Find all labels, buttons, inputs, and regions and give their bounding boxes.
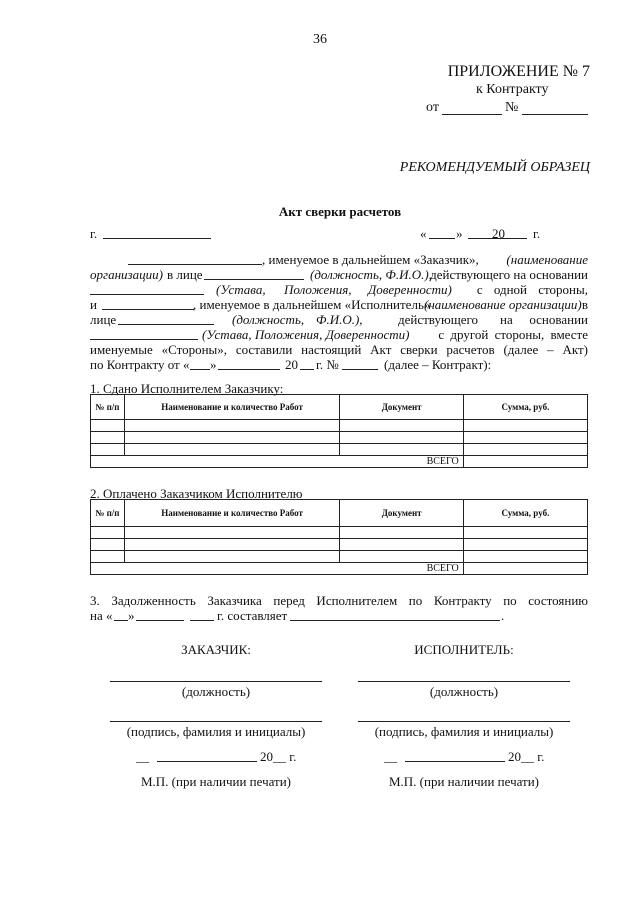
- preamble-position-fio: (должность, Ф.И.О.),: [310, 267, 432, 282]
- header-number: № п/п: [91, 500, 125, 527]
- contract-year-line: [300, 369, 314, 370]
- contractor-date-year: 20__ г.: [508, 749, 545, 764]
- preamble-acting-basis: действующего на основании: [430, 267, 588, 282]
- preamble-parties: именуемые «Стороны», составили настоящий Акт сверки расчетов (далее – Акт): [90, 342, 588, 357]
- total-label: ВСЕГО: [91, 456, 464, 468]
- contractor-sign-line: [358, 721, 570, 722]
- table-header-row: [91, 500, 588, 527]
- appendix-number-label: №: [505, 100, 519, 115]
- customer-rep-line: [204, 279, 304, 280]
- preamble-on: на: [500, 312, 513, 327]
- contractor-stamp: М.П. (при наличии печати): [388, 774, 540, 789]
- preamble-contract-year: 20: [285, 357, 298, 372]
- date-year-prefix: 20: [492, 226, 505, 241]
- header-amount: Сумма, руб.: [463, 395, 587, 420]
- sample-label: РЕКОМЕНДУЕМЫЙ ОБРАЗЕЦ: [399, 160, 590, 175]
- section3-text: 3. Задолженность Заказчика перед Исполнителем по Контракту по состоянию: [90, 593, 588, 608]
- city-line: [103, 238, 211, 239]
- header-number: № п/п: [91, 395, 125, 420]
- table-row: [91, 539, 588, 551]
- contract-date-line: [442, 114, 502, 115]
- preamble-customer-text: , именуемое в дальнейшем «Заказчик»,: [262, 252, 479, 267]
- preamble-in-person: в лице: [167, 267, 203, 282]
- customer-date-day: __: [136, 749, 149, 764]
- section1-heading: 1. Сдано Исполнителем Заказчику:: [90, 381, 284, 396]
- table-row: [91, 420, 588, 432]
- section2-heading: 2. Оплачено Заказчиком Исполнителю: [90, 486, 303, 501]
- preamble-contractor-org-label: (наименование организации): [424, 297, 582, 312]
- preamble-acting: действующего: [398, 312, 478, 327]
- section3-on: на «: [90, 608, 113, 623]
- date-open: «: [420, 226, 427, 241]
- table-row: [91, 432, 588, 444]
- customer-date-line: [157, 761, 257, 762]
- contract-day-line: [190, 369, 210, 370]
- preamble-org-label: (наименование: [506, 252, 588, 267]
- customer-position-line: [110, 681, 322, 682]
- customer-sign-line: [110, 721, 322, 722]
- contractor-date-line: [405, 761, 505, 762]
- appendix-from-label: от: [426, 100, 439, 115]
- preamble-person: лице: [90, 312, 117, 327]
- preamble-contract-ref: (далее – Контракт):: [384, 357, 492, 372]
- city-prefix: г.: [90, 226, 98, 241]
- preamble-fio: Ф.И.О.),: [316, 312, 363, 327]
- contract-month-line: [218, 369, 280, 370]
- act-title: Акт сверки расчетов: [278, 204, 402, 219]
- customer-stamp: М.П. (при наличии печати): [140, 774, 292, 789]
- customer-label: ЗАКАЗЧИК:: [181, 642, 251, 657]
- preamble-charter-2: (Устава, Положения, Доверенности): [202, 327, 410, 342]
- section3-period: .: [501, 608, 505, 623]
- contractor-label: ИСПОЛНИТЕЛЬ:: [414, 642, 514, 657]
- preamble-and: и: [90, 297, 97, 312]
- page-number: 36: [313, 32, 327, 47]
- customer-name-line: [128, 264, 262, 265]
- table-row: [91, 444, 588, 456]
- date-close: »: [456, 226, 463, 241]
- table-total-row: [91, 456, 588, 468]
- preamble-in: в: [581, 297, 588, 312]
- preamble-other-side: с другой стороны, вместе: [438, 327, 588, 342]
- header-amount: Сумма, руб.: [463, 500, 587, 527]
- preamble-contractor-text: , именуемое в дальнейшем «Исполнитель»: [193, 297, 431, 312]
- customer-date-year: 20__ г.: [260, 749, 297, 764]
- preamble-charter: (Устава,: [216, 282, 266, 297]
- section3-amount-text: г. составляет: [217, 608, 288, 623]
- date-day-line: [429, 238, 455, 239]
- debt-day-line: [114, 620, 128, 621]
- customer-position-caption: (должность): [181, 684, 251, 699]
- contractor-name-line: [102, 309, 194, 310]
- section3-close: »: [128, 608, 135, 623]
- header-work: Наименование и количество Работ: [124, 500, 340, 527]
- contract-number-line-2: [342, 369, 378, 370]
- table-header-row: [91, 395, 588, 420]
- preamble-org-label-cont: организации): [90, 267, 163, 282]
- section1-table: [90, 394, 588, 468]
- contractor-position-caption: (должность): [429, 684, 499, 699]
- contract-number-line: [522, 114, 588, 115]
- contractor-date-day: __: [384, 749, 397, 764]
- customer-sign-caption: (подпись, фамилия и инициалы): [126, 724, 306, 739]
- preamble-one-side: с одной стороны,: [476, 282, 588, 297]
- customer-basis-line: [90, 294, 204, 295]
- contractor-basis-line: [90, 339, 198, 340]
- preamble-regulation: Положения,: [284, 282, 352, 297]
- table-row: [91, 527, 588, 539]
- appendix-title: ПРИЛОЖЕНИЕ № 7: [447, 63, 590, 80]
- contractor-rep-line: [118, 324, 214, 325]
- preamble-contract-close: »: [210, 357, 217, 372]
- date-year-suffix: г.: [533, 226, 541, 241]
- appendix-subtitle: к Контракту: [476, 82, 549, 97]
- header-document: Документ: [340, 395, 463, 420]
- section2-table: [90, 499, 588, 575]
- debt-month-line: [136, 620, 184, 621]
- preamble-contract-from: по Контракту от «: [90, 357, 190, 372]
- preamble-basis: основании: [529, 312, 588, 327]
- date-year-line: [507, 238, 527, 239]
- total-label: ВСЕГО: [91, 563, 464, 575]
- preamble-contract-number: г. №: [316, 357, 339, 372]
- table-row: [91, 551, 588, 563]
- debt-year-line: [190, 620, 214, 621]
- contractor-sign-caption: (подпись, фамилия и инициалы): [374, 724, 554, 739]
- debt-amount-line: [290, 620, 500, 621]
- contractor-position-line: [358, 681, 570, 682]
- preamble-position: (должность,: [232, 312, 305, 327]
- preamble-power: Доверенности): [368, 282, 452, 297]
- table-total-row: [91, 563, 588, 575]
- header-document: Документ: [340, 500, 463, 527]
- header-work: Наименование и количество Работ: [124, 395, 340, 420]
